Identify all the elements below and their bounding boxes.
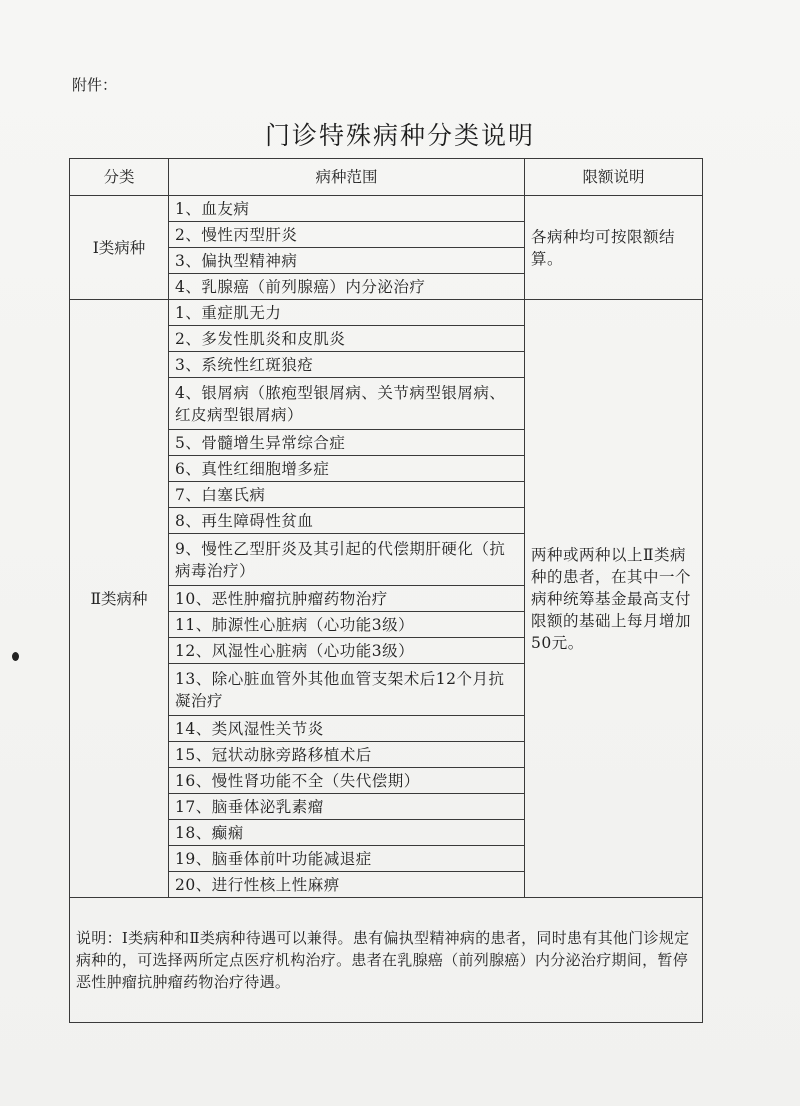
disease-item: 1、重症肌无力 (169, 300, 525, 326)
disease-item: 18、癫痫 (169, 820, 525, 846)
document-title: 门诊特殊病种分类说明 (264, 121, 535, 150)
class2-limit-note: 两种或两种以上Ⅱ类病种的患者，在其中一个病种统筹基金最高支付限额的基础上每月增加50元。 (525, 300, 703, 898)
table-row (70, 196, 703, 222)
disease-item: 6、真性红细胞增多症 (169, 456, 525, 482)
header-category: 分类 (70, 159, 169, 196)
disease-item: 11、肺源性心脏病（心功能3级） (169, 612, 525, 638)
disease-item: 8、再生障碍性贫血 (169, 508, 525, 534)
attachment-label: 附件： (72, 76, 118, 94)
disease-item: 4、银屑病（脓疱型银屑病、关节病型银屑病、红皮病型银屑病） (169, 378, 525, 430)
disease-item: 5、骨髓增生异常综合症 (169, 430, 525, 456)
disease-item: 7、白塞氏病 (169, 482, 525, 508)
table-body (70, 196, 703, 1023)
scan-mark (12, 652, 19, 661)
disease-item: 20、进行性核上性麻痹 (169, 872, 525, 898)
disease-item: 1、血友病 (169, 196, 525, 222)
disease-item: 3、偏执型精神病 (169, 248, 525, 274)
disease-item: 10、恶性肿瘤抗肿瘤药物治疗 (169, 586, 525, 612)
disease-item: 9、慢性乙型肝炎及其引起的代偿期肝硬化（抗病毒治疗） (169, 534, 525, 586)
disease-item: 2、多发性肌炎和皮肌炎 (169, 326, 525, 352)
disease-item: 2、慢性丙型肝炎 (169, 222, 525, 248)
header-limit: 限额说明 (525, 159, 703, 196)
table-row (70, 300, 703, 326)
header-scope: 病种范围 (169, 159, 525, 196)
footnote-text: 说明：Ⅰ类病种和Ⅱ类病种待遇可以兼得。患有偏执型精神病的患者，同时患有其他门诊规定病种的，可选择两所定点医疗机构治疗。患者在乳腺癌（前列腺癌）内分泌治疗期间，暂停恶性肿瘤抗肿瘤药物治疗待遇。 (70, 898, 703, 1023)
disease-item: 3、系统性红斑狼疮 (169, 352, 525, 378)
disease-item: 19、脑垂体前叶功能减退症 (169, 846, 525, 872)
disease-item: 15、冠状动脉旁路移植术后 (169, 742, 525, 768)
table-header-row (70, 159, 703, 196)
disease-item: 16、慢性肾功能不全（失代偿期） (169, 768, 525, 794)
disease-classification-table (69, 158, 703, 1023)
disease-item: 13、除心脏血管外其他血管支架术后12个月抗凝治疗 (169, 664, 525, 716)
disease-item: 12、风湿性心脏病（心功能3级） (169, 638, 525, 664)
class1-limit-note: 各病种均可按限额结算。 (525, 196, 703, 300)
note-row (70, 898, 703, 1023)
disease-item: 14、类风湿性关节炎 (169, 716, 525, 742)
disease-item: 17、脑垂体泌乳素瘤 (169, 794, 525, 820)
class2-category-label: Ⅱ类病种 (70, 300, 169, 898)
class1-category-label: Ⅰ类病种 (70, 196, 169, 300)
disease-item: 4、乳腺癌（前列腺癌）内分泌治疗 (169, 274, 525, 300)
